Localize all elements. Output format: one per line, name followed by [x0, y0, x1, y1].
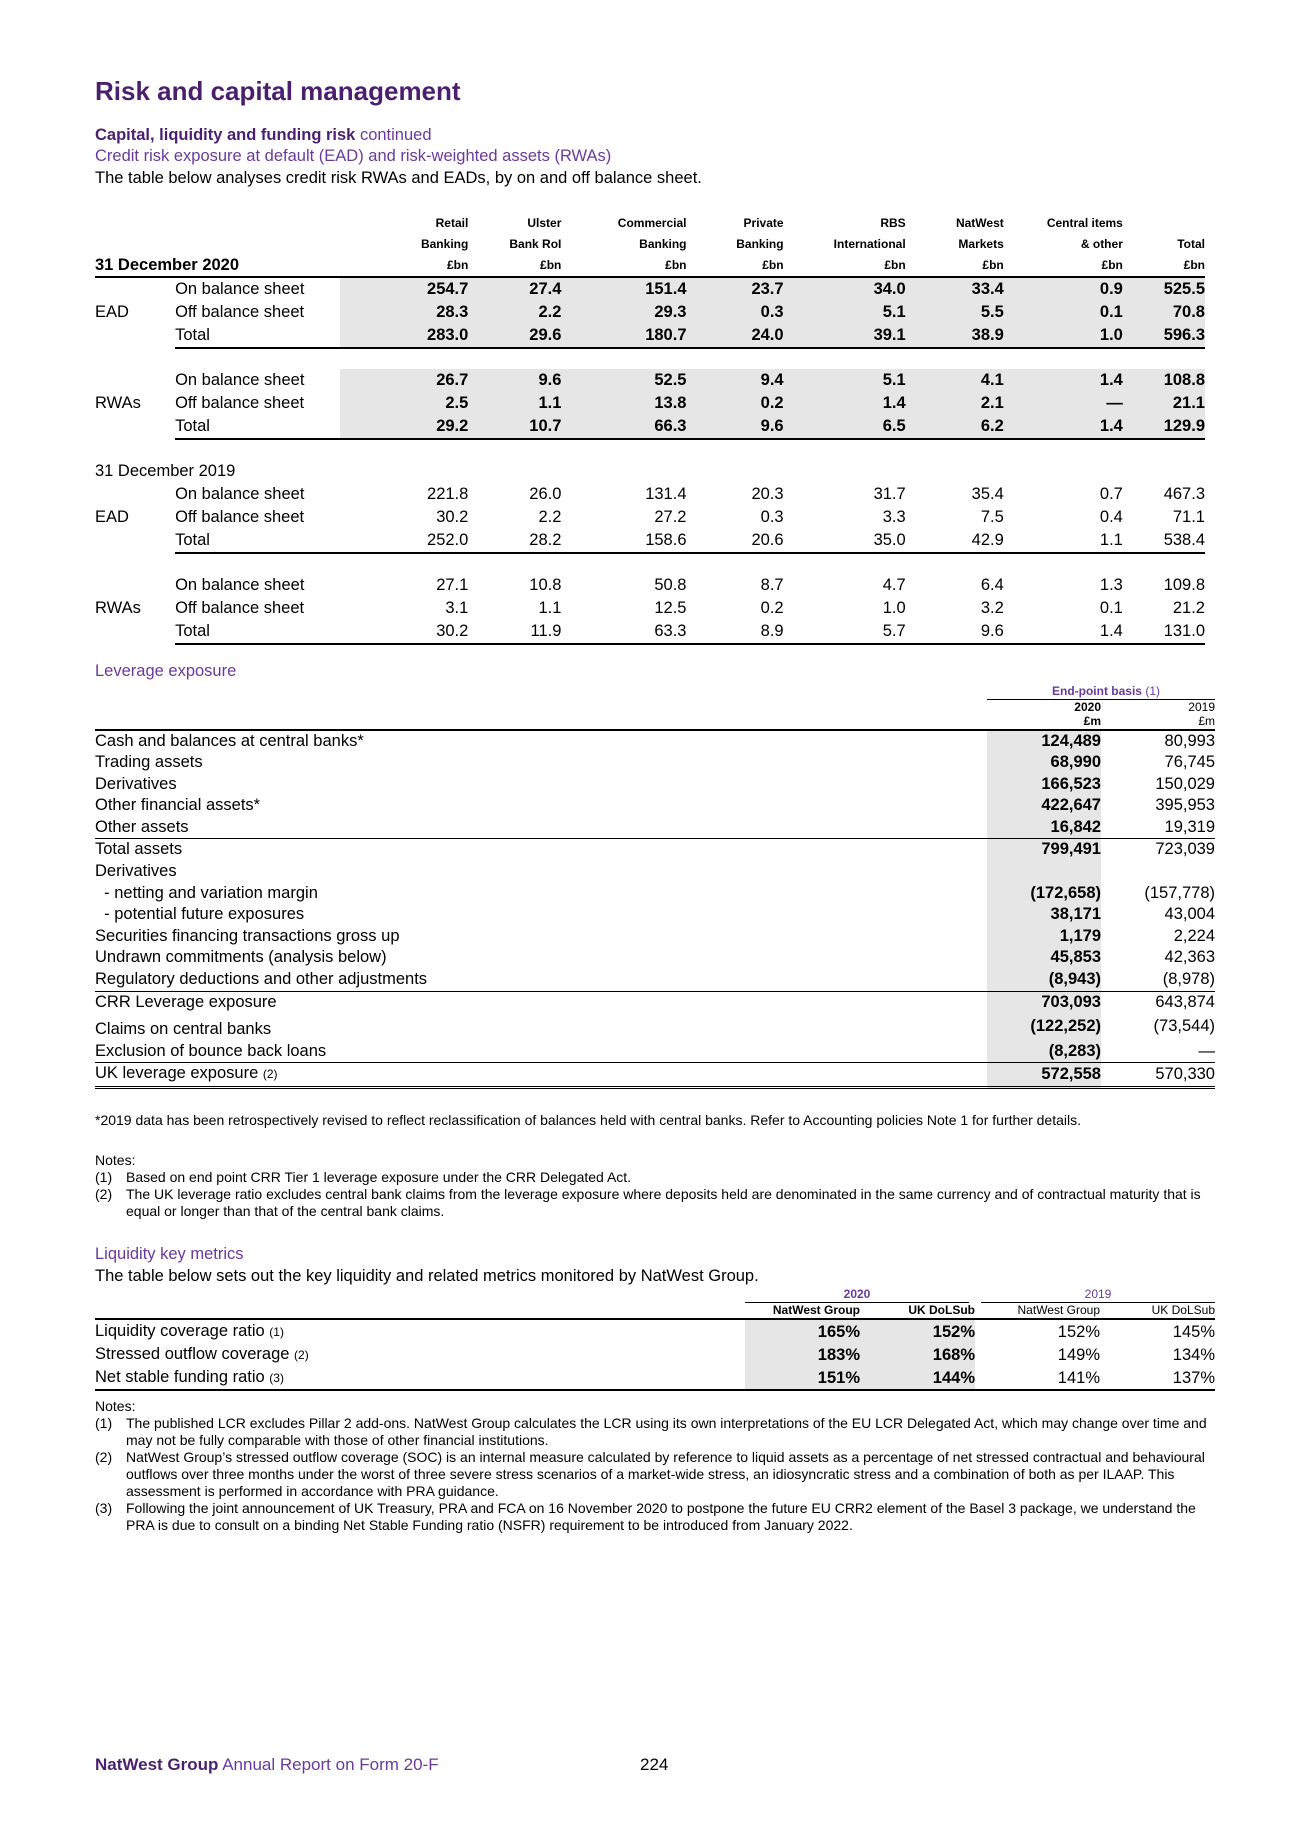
table-cell: 20.3 — [751, 485, 784, 503]
table-cell: 9.4 — [687, 369, 784, 392]
value-2020: 799,491 — [987, 839, 1101, 861]
table-cell: 28.3 — [340, 301, 468, 324]
leverage-rows — [95, 730, 1215, 1088]
table-cell: 538.4 — [1123, 529, 1205, 553]
table-cell: 21.2 — [1172, 599, 1205, 617]
table-cell: 35.4 — [971, 485, 1004, 503]
table-cell: 27.2 — [654, 508, 687, 526]
value-2019: (8,978) — [1101, 969, 1215, 991]
page-title: Risk and capital management — [95, 76, 461, 106]
row-label: Total assets — [95, 840, 183, 859]
row-label: On balance sheet — [175, 576, 305, 594]
table-cell: 221.8 — [427, 485, 469, 503]
group-label — [95, 277, 175, 301]
table-cell: 9.6 — [687, 415, 784, 439]
table-cell: 63.3 — [561, 620, 686, 644]
row-label: - potential future exposures — [95, 905, 305, 924]
table-row — [95, 730, 1215, 753]
table-cell: 5.7 — [784, 620, 906, 644]
table-cell: 9.6 — [468, 369, 561, 392]
group-label — [95, 324, 175, 348]
table-cell: 70.8 — [1123, 301, 1205, 324]
group-label — [95, 369, 175, 392]
row-label: Securities financing transactions gross up — [95, 926, 400, 945]
table-cell: 34.0 — [784, 277, 906, 301]
table-row — [95, 839, 1215, 861]
table-row — [95, 947, 1215, 969]
row-label: Off balance sheet — [175, 599, 305, 617]
table-cell: 21.1 — [1123, 392, 1205, 415]
leverage-notes: Notes: (1) Based on end point CRR Tier 1 leverage exposure under the CRR Delegated Act. (2) The UK leverage ratio excludes central bank claims from the leverage exposure where deposits held are denominated in the same currency and of contractual maturity that is equal or longer than that of the central bank claims. — [95, 1152, 1215, 1220]
value-2020: 572,558 — [987, 1063, 1101, 1088]
year-2020-label: 31 December 2020 — [95, 256, 240, 274]
table-cell: 467.3 — [1163, 485, 1205, 503]
table-row — [95, 904, 1215, 926]
table-cell: 108.8 — [1123, 369, 1205, 392]
group-label: EAD — [95, 303, 129, 321]
rwa-2020 — [95, 369, 1205, 439]
row-label: Trading assets — [95, 753, 203, 772]
table-cell: 141% — [1057, 1368, 1100, 1387]
footer: NatWest Group Annual Report on Form 20-F — [95, 1755, 439, 1774]
table-cell: 13.8 — [561, 392, 686, 415]
table-row — [95, 369, 1205, 392]
row-label: Derivatives — [95, 774, 177, 793]
row-label: Exclusion of bounce back loans — [95, 1041, 987, 1063]
table-cell: 71.1 — [1172, 508, 1205, 526]
row-label: Off balance sheet — [175, 303, 305, 321]
table-cell: 1.3 — [1099, 576, 1123, 594]
table-row — [95, 1013, 1215, 1041]
table-cell: 50.8 — [654, 576, 687, 594]
table-cell: 12.5 — [654, 599, 687, 617]
table-cell: 3.3 — [882, 508, 906, 526]
table-cell: 1.1 — [1004, 529, 1123, 553]
table-cell: 0.1 — [1099, 599, 1123, 617]
table-cell: 151% — [745, 1366, 860, 1390]
value-2020 — [987, 861, 1101, 883]
table-cell: 145% — [1172, 1322, 1215, 1341]
group-label — [95, 620, 175, 644]
table-cell: 27.1 — [436, 576, 469, 594]
row-label: Off balance sheet — [175, 508, 305, 526]
table-row — [95, 752, 1215, 774]
row-label: Other assets — [95, 817, 987, 839]
row-label: Net stable funding ratio (3) — [95, 1368, 284, 1386]
subsection-heading: Credit risk exposure at default (EAD) and risk-weighted assets (RWAs) — [95, 147, 612, 165]
row-label: Total — [175, 620, 340, 644]
group-label — [95, 529, 175, 553]
table-row — [95, 1319, 1215, 1343]
table-row — [95, 277, 1205, 301]
section-heading: Capital, liquidity and funding risk continued — [95, 126, 432, 144]
value-2019: (73,544) — [1153, 1017, 1215, 1036]
table-cell: 4.1 — [906, 369, 1004, 392]
table-cell: 2.2 — [538, 508, 562, 526]
row-label: On balance sheet — [175, 485, 305, 503]
table-cell: 152% — [860, 1319, 975, 1343]
row-label: On balance sheet — [175, 280, 305, 298]
table-cell: 1.4 — [1004, 369, 1123, 392]
value-2020: 38,171 — [987, 904, 1101, 926]
value-2019: 570,330 — [1101, 1063, 1215, 1088]
table-row — [95, 795, 1215, 817]
ead-2020 — [95, 277, 1205, 348]
table-cell: 35.0 — [784, 529, 906, 553]
table-cell: 2.2 — [468, 301, 561, 324]
table-cell: 131.0 — [1123, 620, 1205, 644]
table-cell: 8.9 — [687, 620, 784, 644]
table-row — [95, 1063, 1215, 1088]
table-cell: 4.7 — [882, 576, 906, 594]
year-2019-label: 31 December 2019 — [95, 462, 236, 480]
table-row — [95, 1343, 1215, 1366]
leverage-basis: End-point basis (1) — [987, 684, 1215, 699]
note-item: (1) The published LCR excludes Pillar 2 add-ons. NatWest Group calculates the LCR using its own interpretations of the EU LCR Delegated Act, which may change over time and may not be fully comparable with those of other financial institutions. — [95, 1415, 1207, 1448]
row-label: Regulatory deductions and other adjustments — [95, 969, 987, 991]
table-cell: 152% — [1057, 1322, 1100, 1341]
leverage-title: Leverage exposure — [95, 662, 237, 680]
table-cell: 0.7 — [1099, 485, 1123, 503]
value-2020: 166,523 — [987, 774, 1101, 796]
table-cell: 165% — [745, 1319, 860, 1343]
row-label: CRR Leverage exposure — [95, 992, 277, 1011]
table-cell: 20.6 — [687, 529, 784, 553]
page-number: 224 — [640, 1755, 669, 1774]
table-cell: 38.9 — [906, 324, 1004, 348]
table-cell: 149% — [1057, 1345, 1100, 1364]
table-cell: 252.0 — [340, 529, 468, 553]
table-cell: 5.1 — [784, 301, 906, 324]
table-row — [95, 574, 1205, 597]
table-row — [95, 817, 1215, 839]
value-2019: 80,993 — [1101, 730, 1215, 753]
table-cell: 9.6 — [906, 620, 1004, 644]
note-item: (3) Following the joint announcement of UK Treasury, PRA and FCA on 16 November 2020 to postpone the future EU CRR2 element of the Basel 3 package, we understand the PRA is due to consult on a binding Net Stable Funding ratio (NSFR) requirement to be introduced from January 2022. — [95, 1500, 1196, 1533]
table-row — [95, 969, 1215, 991]
value-2019: 19,319 — [1101, 817, 1215, 839]
table-cell: 1.4 — [1004, 620, 1123, 644]
table-cell: 144% — [860, 1366, 975, 1390]
table-row — [95, 991, 1215, 1013]
table-cell: 0.9 — [1004, 277, 1123, 301]
table-cell: 29.6 — [468, 324, 561, 348]
table-cell: 525.5 — [1123, 277, 1205, 301]
table-cell: 24.0 — [687, 324, 784, 348]
table-row — [95, 529, 1205, 553]
value-2020: (172,658) — [987, 883, 1101, 905]
group-label — [95, 483, 175, 506]
table-cell: 5.1 — [784, 369, 906, 392]
liquidity-notes: Notes: (1) The published LCR excludes Pillar 2 add-ons. NatWest Group calculates the LCR using its own interpretations of the EU LCR Delegated Act, which may change over time and may not be fully comparable with those of other financial institutions. (2) NatWest Group’s stressed outflow coverage (SOC) is an internal measure calculated by reference to liquid assets as a percentage of net stressed contractual and behavioural outflows over three months under the worst of three severe stress scenarios of a market-wide stress, an idiosyncratic stress and a combination of both as per ILAAP. This assessment is performed in accordance with PRA guidance. (3) Following the joint announcement of UK Treasury, PRA and FCA on 16 November 2020 to postpone the future EU CRR2 element of the Basel 3 package, we understand the PRA is due to consult on a binding Net Stable Funding ratio (NSFR) requirement to be introduced from January 2022. — [95, 1398, 1215, 1534]
group-label — [95, 415, 175, 439]
value-2020: 68,990 — [987, 752, 1101, 774]
table-cell: 1.0 — [1004, 324, 1123, 348]
value-2019: (157,778) — [1144, 883, 1215, 902]
table-cell: 30.2 — [436, 508, 469, 526]
table-cell: 158.6 — [561, 529, 686, 553]
table-cell: 66.3 — [561, 415, 686, 439]
row-label: - netting and variation margin — [95, 883, 318, 902]
value-2020: 45,853 — [987, 947, 1101, 969]
table-cell: 29.3 — [561, 301, 686, 324]
table-row — [95, 483, 1205, 506]
table-row — [95, 415, 1205, 439]
liquidity-title: Liquidity key metrics — [95, 1245, 244, 1263]
row-label: Total — [175, 529, 340, 553]
table-cell: 6.4 — [980, 576, 1004, 594]
table-cell: 0.2 — [760, 599, 784, 617]
table-cell: 7.5 — [980, 508, 1004, 526]
table-cell: 28.2 — [468, 529, 561, 553]
value-2020: 422,647 — [987, 795, 1101, 817]
table-cell: 2.1 — [906, 392, 1004, 415]
table-cell: 1.1 — [468, 392, 561, 415]
table-cell: 26.7 — [340, 369, 468, 392]
table-row — [95, 301, 1205, 324]
table-cell: 168% — [860, 1343, 975, 1366]
table-cell: 10.8 — [529, 576, 562, 594]
value-2019: 76,745 — [1164, 753, 1215, 772]
table-cell: 8.7 — [760, 576, 784, 594]
table-cell: 10.7 — [468, 415, 561, 439]
table-cell: 254.7 — [340, 277, 468, 301]
value-2020: (8,283) — [987, 1041, 1101, 1063]
table-cell: 39.1 — [784, 324, 906, 348]
table-cell: 0.3 — [687, 301, 784, 324]
table-cell: 3.1 — [445, 599, 469, 617]
table-cell: 1.4 — [1004, 415, 1123, 439]
table-cell: 129.9 — [1123, 415, 1205, 439]
value-2020: (122,252) — [987, 1013, 1101, 1041]
note-item: (2) The UK leverage ratio excludes central bank claims from the leverage exposure where deposits held are denominated in the same currency and of contractual maturity that is equal or longer than that of the central bank claims. — [95, 1186, 1201, 1219]
value-2019 — [1101, 861, 1215, 883]
value-2020: 703,093 — [987, 991, 1101, 1013]
table-cell: 29.2 — [340, 415, 468, 439]
table-cell: 42.9 — [906, 529, 1004, 553]
table-cell: 1.4 — [784, 392, 906, 415]
group-label — [95, 574, 175, 597]
ead-2019 — [95, 483, 1205, 553]
row-label: Derivatives — [95, 862, 177, 881]
table-cell: 6.5 — [784, 415, 906, 439]
row-label: UK leverage exposure (2) — [95, 1063, 987, 1088]
table-row — [95, 926, 1215, 948]
table-cell: 0.4 — [1099, 508, 1123, 526]
table-cell: 5.5 — [906, 301, 1004, 324]
leverage-footnote: *2019 data has been retrospectively revised to reflect reclassification of balances held with central banks. Refer to Accounting policies Note 1 for further details. — [95, 1112, 1081, 1128]
table-row — [95, 392, 1205, 415]
table-cell: 183% — [745, 1343, 860, 1366]
table-row — [95, 861, 1215, 883]
note-item: (1) Based on end point CRR Tier 1 leverage exposure under the CRR Delegated Act. — [95, 1169, 632, 1185]
value-2020: 1,179 — [987, 926, 1101, 948]
row-label: Cash and balances at central banks* — [95, 730, 987, 753]
table-cell: 151.4 — [561, 277, 686, 301]
table-cell: 596.3 — [1123, 324, 1205, 348]
table-cell: 134% — [1172, 1345, 1215, 1364]
value-2019: 42,363 — [1164, 948, 1215, 967]
group-label: EAD — [95, 508, 129, 526]
table-cell: 0.3 — [760, 508, 784, 526]
row-label: Stressed outflow coverage (2) — [95, 1345, 309, 1363]
table-cell: 33.4 — [906, 277, 1004, 301]
table-row — [95, 506, 1205, 529]
credit-risk-table: Retail Ulster Commercial Private RBS NatWest Central items Banking Bank RoI Banking Banking International Markets & other Total 31 December 2020 £bn £bn £bn £bn £bn £bn £bn £bn On balance sheet 254.7 27.4 151.4 23.7 34.0 33.4 0.9 525.5 EAD Off balance sheet 28.3 2.2 29.3 0.3 5.1 5.5 0.1 70.8 Total 283.0 29.6 180.7 24.0 39.1 38.9 1.0 596.3 On balance sheet 26.7 9.6 52.5 9.4 5.1 4.1 1.4 108.8 RWAs Off balance sheet 2.5 1.1 13.8 0.2 1.4 2.1 — 21.1 Total 29.2 10.7 66.3 9.6 6.5 6.2 1.4 129.9 31 December 2019 On balance sheet 221.8 26.0 131.4 20.3 31.7 35.4 0.7 467.3 EAD Off balance sheet 30.2 2.2 27.2 0.3 3.3 7.5 0.4 71.1 Total 252.0 28.2 158.6 20.6 35.0 42.9 1.1 538.4 On balance sheet 27.1 10.8 50.8 8.7 4.7 6.4 1.3 109.8 RWAs Off balance sheet 3.1 1.1 12.5 0.2 1.0 3.2 0.1 21.2 Total 30.2 11.9 63.3 8.9 5.7 9.6 1.4 131.0 — [95, 213, 1205, 645]
value-2019: 723,039 — [1155, 840, 1215, 859]
table-cell: 109.8 — [1163, 576, 1205, 594]
value-2019: 395,953 — [1155, 796, 1215, 815]
table-cell: 137% — [1172, 1368, 1215, 1387]
table-cell: 1.1 — [538, 599, 562, 617]
table-cell: 23.7 — [687, 277, 784, 301]
value-2020: 124,489 — [987, 730, 1101, 753]
table-row — [95, 1041, 1215, 1063]
leverage-table: End-point basis (1) 2020 2019 £m £m Cash and balances at central banks* 124,489 80,993 Trading assets 68,990 76,745 Derivatives 166,523 150,029 Other financial assets* 422,647 395,953 Other assets 16,842 19,319 Total assets 799,491 723,039 Derivatives - netting and variation margin (172,658) (157,778) - potential future exposures 38,171 43,004 Securities financing transactions gross up 1,179 2,224 Undrawn commitments (analysis below) 45,853 42,363 Regulatory deductions and other adjustments (8,943) (8,978) CRR Leverage exposure 703,093 643,874 Claims on central banks (122,252) (73,544) Exclusion of bounce back loans (8,283) — UK leverage exposure (2) 572,558 570,330 — [95, 684, 1215, 1089]
value-2019: 643,874 — [1155, 992, 1215, 1011]
row-label: Undrawn commitments (analysis below) — [95, 948, 387, 967]
value-2019: — — [1101, 1041, 1215, 1063]
note-item: (2) NatWest Group’s stressed outflow coverage (SOC) is an internal measure calculated by reference to liquid assets as a percentage of net stressed contractual and behavioural outflows over three months under the worst of three severe stress scenarios of a market-wide stress, an idiosyncratic stress and a combination of both as per ILAAP. This assessment is performed in accordance with PRA guidance. — [95, 1449, 1205, 1499]
row-label: Total — [175, 324, 340, 348]
row-label: Claims on central banks — [95, 1020, 272, 1039]
liquidity-table: 2020 2019 NatWest Group UK DoLSub NatWest Group UK DoLSub Liquidity coverage ratio (1) 165% 152% 152% 145% Stressed outflow coverage (2) 183% 168% 149% 134% Net stable funding ratio (3) 151% 144% 141% 137% — [95, 1287, 1215, 1391]
table-cell: 2.5 — [340, 392, 468, 415]
table-cell: 0.1 — [1004, 301, 1123, 324]
table-cell: 27.4 — [468, 277, 561, 301]
table-cell: 283.0 — [340, 324, 468, 348]
value-2020: 16,842 — [987, 817, 1101, 839]
table-cell: 30.2 — [340, 620, 468, 644]
rwa-2019 — [95, 574, 1205, 644]
table-row — [95, 883, 1215, 905]
table-row — [95, 324, 1205, 348]
value-2019: 150,029 — [1155, 774, 1215, 793]
table-cell: 180.7 — [561, 324, 686, 348]
value-2019: 43,004 — [1164, 905, 1215, 924]
table-row — [95, 620, 1205, 644]
row-label: On balance sheet — [175, 371, 305, 389]
group-label: RWAs — [95, 394, 141, 412]
value-2019: 2,224 — [1173, 926, 1215, 945]
table-cell: — — [1004, 392, 1123, 415]
row-label: Off balance sheet — [175, 394, 305, 412]
row-label: Other financial assets* — [95, 796, 261, 815]
table-cell: 1.0 — [882, 599, 906, 617]
table-row — [95, 597, 1205, 620]
liquidity-rows — [95, 1319, 1215, 1390]
value-2020: (8,943) — [987, 969, 1101, 991]
credit-intro: The table below analyses credit risk RWAs and EADs, by on and off balance sheet. — [95, 169, 702, 187]
table-row — [95, 774, 1215, 796]
table-cell: 131.4 — [645, 485, 687, 503]
table-cell: 3.2 — [980, 599, 1004, 617]
table-cell: 52.5 — [561, 369, 686, 392]
table-cell: 26.0 — [529, 485, 562, 503]
table-row — [95, 1366, 1215, 1390]
row-label: Liquidity coverage ratio (1) — [95, 1322, 284, 1340]
liquidity-intro: The table below sets out the key liquidity and related metrics monitored by NatWest Group. — [95, 1267, 759, 1285]
table-cell: 31.7 — [873, 485, 906, 503]
table-cell: 11.9 — [468, 620, 561, 644]
group-label: RWAs — [95, 599, 141, 617]
table-cell: 0.2 — [687, 392, 784, 415]
table-cell: 6.2 — [906, 415, 1004, 439]
row-label: Total — [175, 415, 340, 439]
